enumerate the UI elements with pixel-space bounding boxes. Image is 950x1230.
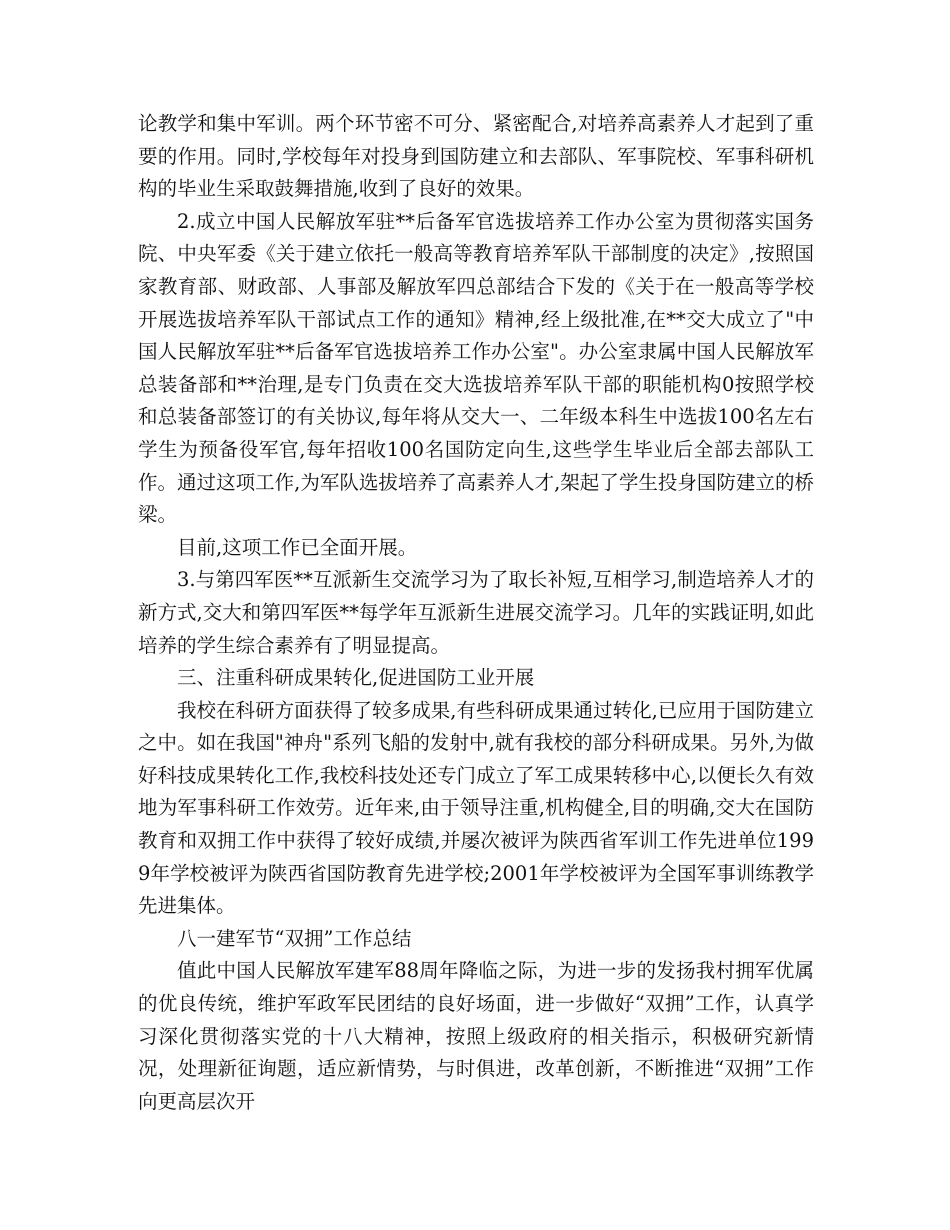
paragraph-section-3: 3.与第四军医**互派新生交流学习为了取长补短,互相学习,制造培养人才的新方式,交大和第四军医**每学年互派新生进展交流学习。几年的实践证明,如此培养的学生综合素养有了明显提高。 — [138, 568, 814, 657]
heading-army-day-summary: 八一建军节“双拥”工作总结 — [177, 926, 412, 950]
paragraph-current-status: 目前,这项工作已全面开展。 — [177, 535, 418, 559]
paragraph-section-2: 2.成立中国人民解放军驻**后备军官选拔培养工作办公室为贯彻落实国务院、中央军委《关于建立依托一般高等教育培养军队干部制度的决定》,按照国家教育部、财政部、人事部及解放军四总部结合下发的《关于在一般高等学校开展选拔培养军队干部试点工作的通知》精神,经上级批准,在**交大成立了"中国人民解放军驻**后备军官选拔培养工作办公室"。办公室隶属中国人民解放军总装备部和**治理,是专门负责在交大选拔培养军队干部的职能机构0按照学校和总装备部签订的有关协议,每年将从交大一、二年级本科生中选拔100名左右学生为预备役军官,每年招收100名国防定向生,这些学生毕业后全部去部队工作。通过这项工作,为军队选拔培养了高素养人才,架起了学生投身国防建立的桥梁。 — [138, 209, 814, 527]
paragraph-army-day-intro: 值此中国人民解放军建军88周年降临之际，为进一步的发扬我村拥军优属的优良传统，维护军政军民团结的良好场面，进一步做好“双拥”工作，认真学习深化贯彻落实党的十八大精神，按照上级政府的相关指示，积极研究新情况，处理新征询题，适应新情势，与时俱进，改革创新，不断推进“双拥”工作向更高层次开 — [138, 959, 814, 1113]
heading-research-conversion: 三、注重科研成果转化,促进国防工业开展 — [177, 666, 535, 690]
paragraph-research-achievements: 我校在科研方面获得了较多成果,有些科研成果通过转化,已应用于国防建立之中。如在我国"神舟"系列飞船的发射中,就有我校的部分科研成果。另外,为做好科技成果转化工作,我校科技处还专门成立了军工成果转移中心,以便长久有效地为军事科研工作效劳。近年来,由于领导注重,机构健全,目的明确,交大在国防教育和双拥工作中获得了较好成绩,并屡次被评为陕西省军训工作先进单位1999年学校被评为陕西省国防教育先进学校;2001年学校被评为全国军事训练教学先进集体。 — [138, 698, 814, 918]
paragraph-continuation: 论教学和集中军训。两个环节密不可分、紧密配合,对培养高素养人才起到了重要的作用。同时,学校每年对投身到国防建立和去部队、军事院校、军事科研机构的毕业生采取鼓舞措施,收到了良好的效果。 — [138, 112, 814, 201]
